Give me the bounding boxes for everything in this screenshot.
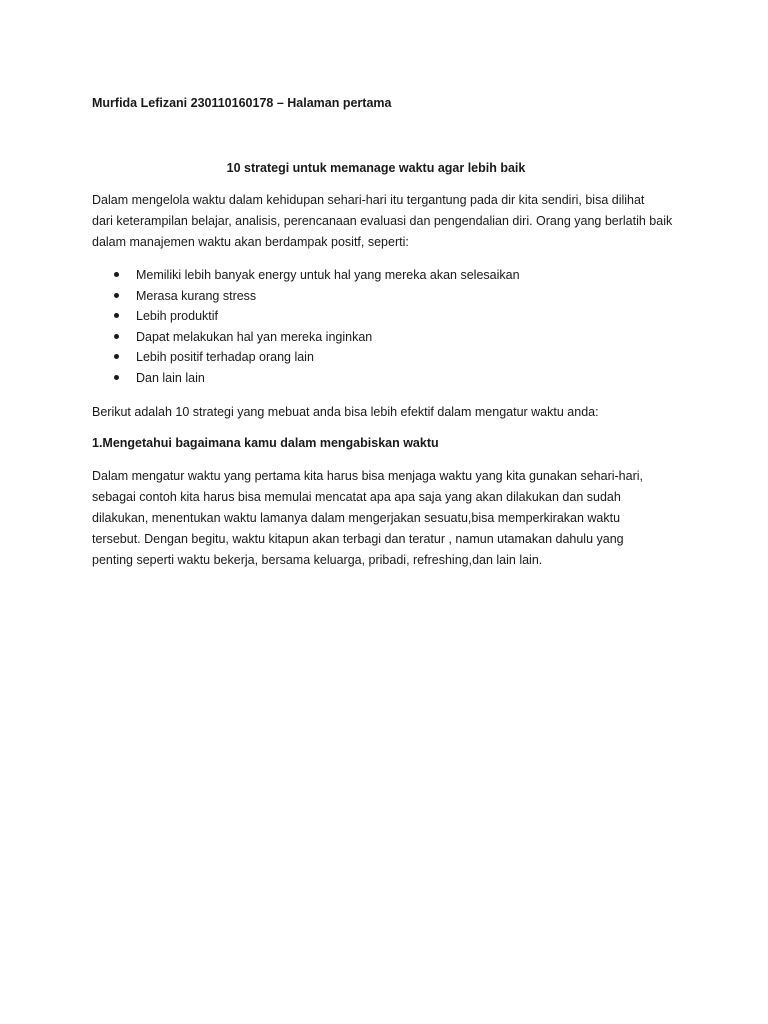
list-item-text: Lebih produktif: [136, 309, 219, 324]
list-item-text: Lebih positif terhadap orang lain: [136, 350, 314, 365]
intro-line: dari keterampilan belajar, analisis, perencanaan evaluasi dan pengendalian diri. Orang yang berlatih baik: [92, 214, 673, 228]
list-item: [92, 265, 520, 286]
section-paragraph: [92, 466, 692, 571]
section-line: tersebut. Dengan begitu, waktu kitapun akan terbagi dan teratur , namun utamakan dahulu yang: [92, 532, 624, 546]
list-item: [92, 306, 520, 327]
list-item-text: Dan lain lain: [136, 370, 205, 385]
bullet-icon: [114, 354, 119, 359]
strategies-lead: Berikut adalah 10 strategi yang mebuat anda bisa lebih efektif dalam mengatur waktu anda:: [92, 405, 599, 419]
section-line: dilakukan, menentukan waktu lamanya dalam mengerjakan sesuatu,bisa memperkirakan waktu: [92, 511, 621, 525]
list-item: [92, 368, 520, 389]
list-item-text: Memiliki lebih banyak energy untuk hal yang mereka akan selesaikan: [136, 268, 520, 282]
intro-paragraph: [92, 190, 692, 253]
section-line: sebagai contoh kita harus bisa memulai mencatat apa apa saja yang akan dilakukan dan sudah: [92, 490, 621, 504]
document-title: 10 strategi untuk memanage waktu agar lebih baik: [226, 161, 526, 175]
list-item-text: Merasa kurang stress: [136, 288, 257, 303]
section-line: Dalam mengatur waktu yang pertama kita harus bisa menjaga waktu yang kita gunakan sehari-hari,: [92, 469, 643, 483]
bullet-icon: [114, 334, 119, 339]
list-item: [92, 327, 520, 348]
document-header: Murfida Lefizani 230110160178 – Halaman pertama: [92, 96, 392, 110]
intro-line: Dalam mengelola waktu dalam kehidupan sehari-hari itu tergantung pada dir kita sendiri, bisa dilihat: [92, 193, 645, 207]
bullet-icon: [114, 293, 119, 298]
list-item-text: Dapat melakukan hal yan mereka inginkan: [136, 329, 373, 344]
intro-line: dalam manajemen waktu akan berdampak positf, seperti:: [92, 235, 409, 249]
section-heading: 1.Mengetahui bagaimana kamu dalam mengabiskan waktu: [92, 436, 439, 450]
section-line: penting seperti waktu bekerja, bersama keluarga, pribadi, refreshing,dan lain lain.: [92, 553, 543, 567]
benefits-list: [92, 265, 520, 389]
document-page: [92, 94, 692, 567]
list-item: [92, 286, 520, 307]
list-item: [92, 347, 520, 368]
bullet-icon: [114, 313, 119, 318]
bullet-icon: [114, 375, 119, 380]
bullet-icon: [114, 272, 119, 277]
